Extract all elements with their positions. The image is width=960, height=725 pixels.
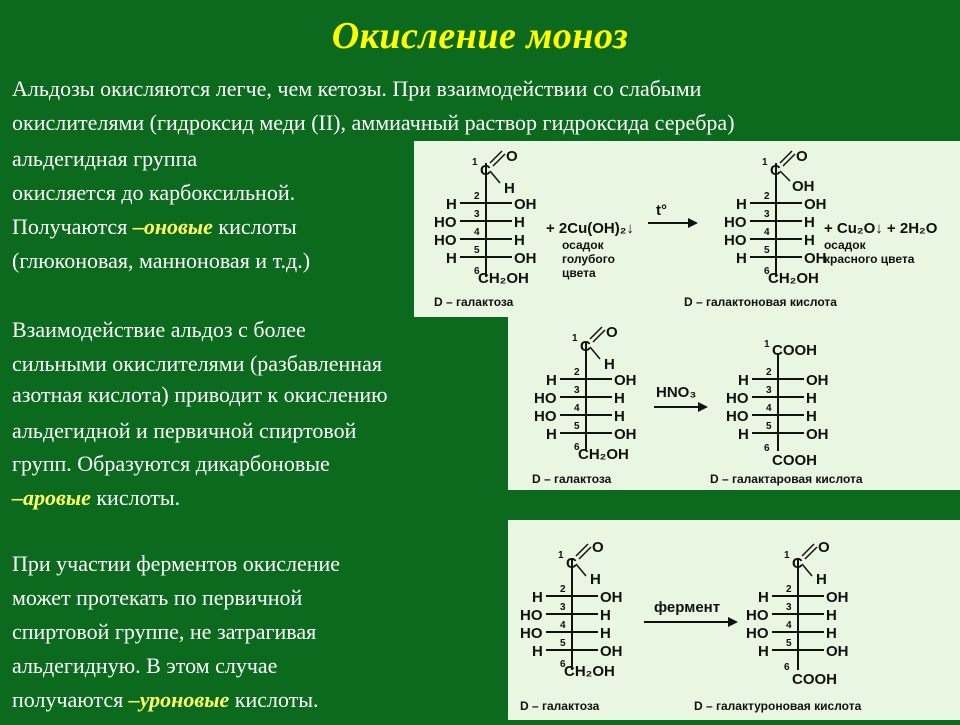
carbon-number-3b: 3	[764, 209, 770, 220]
product-note-2: красного цвета	[824, 252, 915, 266]
c2e-left: H	[532, 589, 543, 606]
onovye-highlight: –оновые	[132, 214, 213, 239]
c4d-left: HO	[726, 408, 749, 425]
carbon-number-6d: 6	[764, 443, 770, 454]
c3b-right: H	[804, 214, 815, 231]
reagent-enzyme: фермент	[654, 599, 721, 616]
carbon-number-2f: 2	[786, 584, 792, 595]
intro-line-1: Альдозы окисляются легче, чем кетозы. При взаимодействии со слабыми	[12, 76, 702, 101]
para3-line-1: При участии ферментов окисление	[12, 551, 341, 576]
carbon-number-3f: 3	[786, 602, 792, 613]
c3e-left: HO	[520, 607, 543, 624]
carbon-number-4c: 4	[574, 403, 580, 414]
c5b-right: OH	[804, 250, 827, 267]
carbon-number-5e: 5	[560, 638, 566, 649]
intro-line-5	[12, 210, 297, 244]
product-note-1: осадок	[824, 238, 866, 252]
c5d-left: H	[738, 426, 749, 443]
reagent-hno3: HNO₃	[656, 384, 697, 401]
c4f-right: H	[826, 625, 837, 642]
c6c-group: CH₂OH	[578, 446, 629, 463]
carbon-number-3d: 3	[766, 385, 772, 396]
top-carboxyl: COOH	[772, 342, 817, 359]
c5c-right: OH	[614, 426, 637, 443]
carbon-number-2b: 2	[764, 191, 770, 202]
c3e-right: H	[600, 607, 611, 624]
para3-line-5	[12, 683, 319, 717]
c3-left: HO	[434, 214, 457, 231]
c4b-left: HO	[724, 232, 747, 249]
c3f-left: HO	[746, 607, 769, 624]
aldehyde-hydrogen-2: H	[604, 356, 615, 373]
c2d-left: H	[738, 372, 749, 389]
para2-line-6	[12, 481, 180, 515]
galactonic-acid-structure	[724, 148, 827, 287]
intro-line-6: (глюконовая, манноновая и т.д.)	[12, 248, 311, 273]
carbon-number-3c: 3	[574, 385, 580, 396]
carbon-number-1: 1	[472, 157, 478, 168]
carbon-number-2e: 2	[560, 584, 566, 595]
arovye-highlight: –аровые	[12, 485, 91, 510]
para2-line-5: групп. Образуются дикарбоновые	[12, 451, 330, 476]
carbon-number-1c: 1	[572, 333, 578, 344]
para3-line-5-pre: получаются	[12, 687, 129, 712]
aldehyde-oxygen-3: O	[592, 539, 604, 556]
para3-line-4: альдегидную. В этом случае	[12, 653, 278, 678]
reagent-cuoh2: + 2Cu(OH)₂↓	[546, 220, 634, 237]
c3b-left: HO	[724, 214, 747, 231]
c4e-right: H	[600, 625, 611, 642]
carbon-number-4b: 4	[764, 227, 770, 238]
reaction-3-panel	[508, 520, 960, 720]
galactose-structure-3	[520, 539, 623, 680]
carbon-number-4: 4	[474, 227, 480, 238]
reagent-note-1: осадок	[562, 238, 604, 252]
intro-line-3: альдегидная группа	[12, 146, 198, 171]
c3c-left: HO	[534, 390, 557, 407]
carbon-number-3: 3	[474, 209, 480, 220]
carbon-number-2d: 2	[766, 367, 772, 378]
carbon-number-2: 2	[474, 191, 480, 202]
c4-right: H	[514, 232, 525, 249]
reaction-1-right-name: D – галактоновая кислота	[684, 295, 837, 309]
carbon-number-6: 6	[474, 266, 480, 277]
carbon-number-5f: 5	[786, 638, 792, 649]
c5f-right: OH	[826, 643, 849, 660]
acid-oxygen: O	[796, 148, 808, 165]
c2-left: H	[446, 196, 457, 213]
reaction-1-diagram	[414, 141, 960, 317]
c6e-group: CH₂OH	[564, 663, 615, 680]
para2-line-4: альдегидной и первичной спиртовой	[12, 418, 357, 443]
reaction-1-panel	[414, 141, 960, 317]
intro-line-4: окисляется до карбоксильной.	[12, 180, 296, 205]
carbon-1e: C	[566, 555, 577, 572]
para2-line-2: сильными окислителями (разбавленная	[12, 351, 382, 376]
carbon-number-6e: 6	[560, 659, 566, 670]
c4d-right: H	[806, 408, 817, 425]
reaction-2-panel	[508, 317, 960, 490]
intro-line-5-pre: Получаются	[12, 214, 133, 239]
c6b-group: CH₂OH	[768, 270, 819, 287]
c5e-left: H	[532, 643, 543, 660]
c4b-right: H	[804, 232, 815, 249]
c2-right: OH	[514, 196, 537, 213]
para3-line-3: спиртовой группе, не затрагивая	[12, 619, 317, 644]
carbon-number-5d: 5	[766, 421, 772, 432]
c6f-carboxyl: COOH	[792, 671, 837, 688]
aldehyde-hydrogen-3: H	[590, 571, 601, 588]
c5b-left: H	[736, 250, 747, 267]
carbon-number-3e: 3	[560, 602, 566, 613]
galactose-structure-2	[534, 324, 637, 463]
c4-left: HO	[434, 232, 457, 249]
carbon-number-4f: 4	[786, 620, 792, 631]
c5e-right: OH	[600, 643, 623, 660]
c3d-right: H	[806, 390, 817, 407]
c2b-right: OH	[804, 196, 827, 213]
carbon-1b: C	[770, 162, 781, 179]
c5f-left: H	[758, 643, 769, 660]
carbon-number-6c: 6	[574, 442, 580, 453]
reaction-2-left-name: D – галактоза	[532, 472, 612, 486]
intro-line-5-post: кислоты	[212, 214, 297, 239]
aldehyde-oxygen-2: O	[606, 324, 618, 341]
galactose-structure-1	[434, 148, 537, 287]
c3f-right: H	[826, 607, 837, 624]
para3-line-2: может протекать по первичной	[12, 585, 303, 610]
c5c-left: H	[546, 426, 557, 443]
para2-line-1: Взаимодействие альдоз с более	[12, 317, 306, 342]
carbon-1c: C	[580, 338, 591, 355]
c2c-left: H	[546, 372, 557, 389]
products: + Cu₂O↓ + 2H₂O	[824, 220, 938, 237]
carbon-number-5: 5	[474, 245, 480, 256]
aldehyde-hydrogen: H	[504, 180, 515, 197]
heat-condition: t°	[656, 202, 667, 219]
carbon-1f: C	[792, 555, 803, 572]
reaction-3-left-name: D – галактоза	[520, 699, 600, 713]
carbon-number-1d: 1	[764, 339, 770, 350]
c5d-right: OH	[806, 426, 829, 443]
para3-line-5-post: кислоты.	[229, 687, 319, 712]
c6-group: CH₂OH	[478, 270, 529, 287]
aldehyde-hydrogen-4: H	[816, 571, 827, 588]
bottom-carboxyl: COOH	[772, 452, 817, 469]
carbon-number-2c: 2	[574, 367, 580, 378]
aldehyde-oxygen: O	[506, 148, 518, 165]
c2b-left: H	[736, 196, 747, 213]
c4f-left: HO	[746, 625, 769, 642]
carbon-number-1f: 1	[784, 550, 790, 561]
carbon-number-6b: 6	[764, 266, 770, 277]
c4c-right: H	[614, 408, 625, 425]
uronovye-highlight: –уроновые	[128, 687, 230, 712]
c3c-right: H	[614, 390, 625, 407]
reaction-3-right-name: D – галактуроновая кислота	[694, 699, 862, 713]
para2-line-3: азотная кислота) приводит к окислению	[12, 382, 388, 407]
reaction-2-right-name: D – галактаровая кислота	[710, 472, 863, 486]
c3d-left: HO	[726, 390, 749, 407]
c2f-right: OH	[826, 589, 849, 606]
carbon-number-4e: 4	[560, 620, 566, 631]
carbon-number-6f: 6	[784, 662, 790, 673]
carbon-number-4d: 4	[766, 403, 772, 414]
c2f-left: H	[758, 589, 769, 606]
c4e-left: HO	[520, 625, 543, 642]
c2d-right: OH	[806, 372, 829, 389]
reaction-2-diagram	[508, 317, 960, 490]
c4c-left: HO	[534, 408, 557, 425]
reaction-3-diagram	[508, 520, 960, 720]
c5-left: H	[446, 250, 457, 267]
c2c-right: OH	[614, 372, 637, 389]
carbon-number-1e: 1	[558, 550, 564, 561]
aldehyde-oxygen-4: O	[818, 539, 830, 556]
c5-right: OH	[514, 250, 537, 267]
carbon-number-1b: 1	[762, 157, 768, 168]
reagent-note-2: голубого	[562, 252, 615, 266]
reagent-note-3: цвета	[562, 266, 596, 280]
carbon-number-5b: 5	[764, 245, 770, 256]
carbon-1: C	[480, 162, 491, 179]
c2e-right: OH	[600, 589, 623, 606]
reaction-1-left-name: D – галактоза	[434, 295, 514, 309]
acid-hydroxyl: OH	[792, 178, 815, 195]
para2-line-6-post: кислоты.	[90, 485, 181, 510]
galactaric-acid-structure	[726, 339, 829, 469]
intro-line-2: окислителями (гидроксид меди (II), аммиачный раствор гидроксида серебра)	[12, 110, 735, 135]
c3-right: H	[514, 214, 525, 231]
carbon-number-5c: 5	[574, 421, 580, 432]
galacturonic-acid-structure	[746, 539, 849, 688]
page-title: Окисление моноз	[331, 15, 629, 57]
